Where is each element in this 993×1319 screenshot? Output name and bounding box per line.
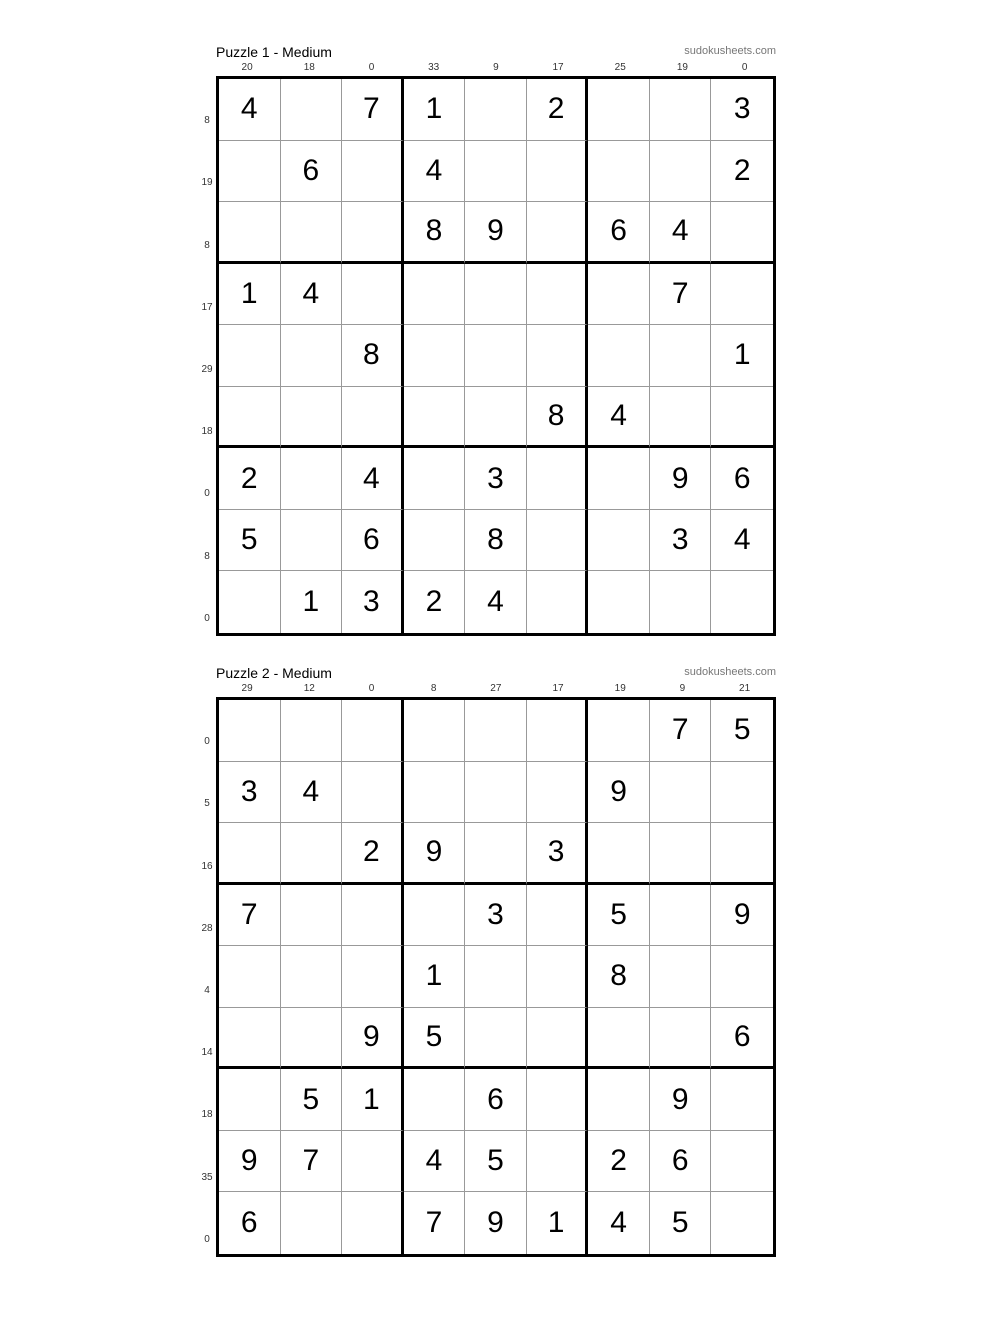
sudoku-cell[interactable] [281, 79, 343, 141]
sudoku-cell[interactable] [588, 510, 650, 572]
sudoku-cell[interactable]: 1 [404, 79, 466, 141]
sudoku-cell[interactable]: 8 [588, 946, 650, 1008]
sudoku-cell[interactable] [527, 202, 589, 264]
row-hint: 19 [201, 177, 213, 189]
sudoku-cell[interactable]: 7 [219, 885, 281, 947]
sudoku-cell[interactable] [342, 264, 404, 326]
sudoku-cell[interactable]: 1 [281, 571, 343, 633]
column-hint: 8 [430, 683, 437, 694]
sudoku-cell[interactable] [527, 448, 589, 510]
site-label: sudokusheets.com [684, 666, 776, 678]
row-hints [200, 697, 214, 1257]
puzzle-2 [200, 665, 780, 1265]
sudoku-cell[interactable]: 3 [465, 448, 527, 510]
sudoku-cell[interactable] [219, 1008, 281, 1070]
sudoku-cell[interactable] [588, 79, 650, 141]
sudoku-cell[interactable]: 3 [527, 823, 589, 885]
row-hint: 16 [201, 860, 213, 872]
sudoku-cell[interactable] [342, 387, 404, 449]
row-hint: 35 [201, 1171, 213, 1183]
row-hint: 17 [201, 301, 213, 313]
sudoku-cell[interactable] [650, 946, 712, 1008]
sudoku-cell[interactable] [465, 325, 527, 387]
sudoku-cell[interactable] [404, 1069, 466, 1131]
sudoku-grid [216, 76, 776, 636]
sudoku-cell[interactable] [711, 202, 773, 264]
sudoku-cell[interactable] [527, 1008, 589, 1070]
sudoku-cell[interactable]: 4 [404, 141, 466, 203]
column-hint: 20 [241, 62, 253, 73]
sudoku-cell[interactable] [219, 325, 281, 387]
sudoku-cell[interactable] [527, 1131, 589, 1193]
sudoku-cell[interactable] [711, 946, 773, 1008]
sudoku-cell[interactable] [342, 1192, 404, 1254]
row-hints [200, 76, 214, 636]
sudoku-cell[interactable]: 2 [527, 79, 589, 141]
sudoku-cell[interactable]: 3 [465, 885, 527, 947]
sudoku-cell[interactable] [650, 79, 712, 141]
sudoku-cell[interactable] [219, 1069, 281, 1131]
sudoku-cell[interactable]: 4 [588, 1192, 650, 1254]
sudoku-cell[interactable]: 1 [527, 1192, 589, 1254]
sudoku-cell[interactable]: 1 [342, 1069, 404, 1131]
sudoku-cell[interactable]: 8 [465, 510, 527, 572]
sudoku-cell[interactable] [465, 700, 527, 762]
sudoku-cell[interactable] [588, 700, 650, 762]
sudoku-cell[interactable] [342, 885, 404, 947]
sudoku-cell[interactable]: 5 [465, 1131, 527, 1193]
sudoku-cell[interactable]: 6 [711, 1008, 773, 1070]
sudoku-cell[interactable] [650, 387, 712, 449]
sudoku-cell[interactable] [281, 510, 343, 572]
row-hint: 0 [204, 736, 210, 748]
sudoku-cell[interactable] [281, 448, 343, 510]
sudoku-cell[interactable]: 4 [219, 79, 281, 141]
sudoku-cell[interactable]: 9 [650, 448, 712, 510]
sudoku-cell[interactable] [465, 387, 527, 449]
sudoku-cell[interactable] [219, 700, 281, 762]
sudoku-cell[interactable]: 7 [281, 1131, 343, 1193]
sudoku-cell[interactable] [465, 79, 527, 141]
row-hint: 29 [201, 363, 213, 375]
sudoku-cell[interactable]: 9 [404, 823, 466, 885]
sudoku-cell[interactable] [404, 700, 466, 762]
sudoku-cell[interactable]: 4 [342, 448, 404, 510]
sudoku-cell[interactable]: 4 [404, 1131, 466, 1193]
sudoku-cell[interactable] [527, 325, 589, 387]
sudoku-cell[interactable] [650, 1008, 712, 1070]
column-hint: 27 [490, 683, 502, 694]
sudoku-cell[interactable] [465, 1008, 527, 1070]
sudoku-cell[interactable]: 8 [404, 202, 466, 264]
puzzle-1 [200, 44, 780, 644]
sudoku-cell[interactable]: 8 [527, 387, 589, 449]
sudoku-cell[interactable] [527, 264, 589, 326]
sudoku-cell[interactable]: 4 [281, 264, 343, 326]
sudoku-cell[interactable] [404, 387, 466, 449]
sudoku-cell[interactable]: 6 [588, 202, 650, 264]
sudoku-cell[interactable]: 3 [219, 762, 281, 824]
sudoku-cell[interactable] [404, 762, 466, 824]
row-hint: 14 [201, 1047, 213, 1059]
row-hint: 18 [201, 1109, 213, 1121]
sudoku-cell[interactable] [281, 885, 343, 947]
column-hints [216, 62, 776, 76]
sudoku-cell[interactable]: 8 [342, 325, 404, 387]
sudoku-cell[interactable] [281, 1008, 343, 1070]
sudoku-cell[interactable] [404, 510, 466, 572]
sudoku-cell[interactable] [465, 946, 527, 1008]
column-hint: 0 [368, 62, 375, 73]
sudoku-cell[interactable] [650, 823, 712, 885]
sudoku-cell[interactable] [219, 141, 281, 203]
sudoku-cell[interactable] [527, 700, 589, 762]
sudoku-cell[interactable] [527, 510, 589, 572]
sudoku-cell[interactable] [588, 141, 650, 203]
sudoku-cell[interactable] [711, 762, 773, 824]
sudoku-cell[interactable] [342, 700, 404, 762]
sudoku-cell[interactable]: 3 [650, 510, 712, 572]
sudoku-cell[interactable] [342, 141, 404, 203]
sudoku-cell[interactable]: 6 [711, 448, 773, 510]
sudoku-cell[interactable] [219, 202, 281, 264]
sudoku-cell[interactable] [219, 946, 281, 1008]
sudoku-cell[interactable]: 2 [588, 1131, 650, 1193]
sudoku-cell[interactable] [588, 1008, 650, 1070]
sudoku-cell[interactable] [711, 571, 773, 633]
sudoku-cell[interactable] [711, 1069, 773, 1131]
sudoku-cell[interactable]: 2 [219, 448, 281, 510]
sudoku-cell[interactable] [711, 387, 773, 449]
sudoku-cell[interactable]: 4 [281, 762, 343, 824]
sudoku-cell[interactable] [711, 264, 773, 326]
sudoku-cell[interactable] [588, 571, 650, 633]
sudoku-grid [216, 697, 776, 1257]
sudoku-cell[interactable] [465, 823, 527, 885]
sudoku-cell[interactable] [342, 1131, 404, 1193]
sudoku-cell[interactable] [588, 448, 650, 510]
puzzle-title: Puzzle 2 - Medium [216, 665, 332, 681]
sudoku-cell[interactable] [281, 823, 343, 885]
row-hint: 5 [204, 798, 210, 810]
sudoku-cell[interactable] [281, 325, 343, 387]
sudoku-cell[interactable]: 2 [342, 823, 404, 885]
sudoku-cell[interactable] [281, 387, 343, 449]
row-hint: 0 [204, 612, 210, 624]
column-hint: 18 [303, 62, 315, 73]
sudoku-cell[interactable]: 9 [711, 885, 773, 947]
sudoku-cell[interactable] [527, 946, 589, 1008]
sudoku-cell[interactable] [404, 448, 466, 510]
sudoku-cell[interactable] [588, 264, 650, 326]
column-hint: 0 [741, 62, 748, 73]
column-hint: 17 [552, 62, 564, 73]
sudoku-cell[interactable] [527, 141, 589, 203]
sudoku-cell[interactable] [588, 325, 650, 387]
sudoku-cell[interactable] [527, 762, 589, 824]
sudoku-cell[interactable]: 6 [342, 510, 404, 572]
sudoku-cell[interactable]: 7 [404, 1192, 466, 1254]
sudoku-cell[interactable] [527, 885, 589, 947]
sudoku-cell[interactable]: 1 [711, 325, 773, 387]
sudoku-cell[interactable]: 5 [588, 885, 650, 947]
column-hint: 19 [614, 683, 626, 694]
sudoku-cell[interactable]: 6 [465, 1069, 527, 1131]
sudoku-cell[interactable]: 9 [342, 1008, 404, 1070]
sudoku-cell[interactable] [650, 762, 712, 824]
sudoku-cell[interactable] [404, 264, 466, 326]
sudoku-cell[interactable]: 9 [588, 762, 650, 824]
sudoku-cell[interactable] [527, 571, 589, 633]
column-hint: 33 [428, 62, 440, 73]
sudoku-cell[interactable] [465, 762, 527, 824]
sudoku-cell[interactable]: 9 [650, 1069, 712, 1131]
row-hint: 18 [201, 426, 213, 438]
column-hint: 9 [493, 62, 499, 73]
column-hint: 29 [241, 683, 253, 694]
sudoku-cell[interactable] [465, 264, 527, 326]
sudoku-cell[interactable]: 6 [281, 141, 343, 203]
sudoku-cell[interactable]: 6 [219, 1192, 281, 1254]
sudoku-cell[interactable]: 9 [219, 1131, 281, 1193]
sudoku-cell[interactable] [342, 946, 404, 1008]
sudoku-cell[interactable] [711, 1131, 773, 1193]
sudoku-cell[interactable]: 4 [711, 510, 773, 572]
sudoku-cell[interactable]: 1 [404, 946, 466, 1008]
sudoku-cell[interactable]: 5 [404, 1008, 466, 1070]
sudoku-cell[interactable] [219, 823, 281, 885]
sudoku-cell[interactable]: 3 [342, 571, 404, 633]
sudoku-cell[interactable]: 4 [465, 571, 527, 633]
sudoku-cell[interactable] [281, 946, 343, 1008]
sudoku-cell[interactable] [588, 823, 650, 885]
sudoku-cell[interactable] [219, 387, 281, 449]
sudoku-cell[interactable]: 7 [650, 264, 712, 326]
sudoku-cell[interactable]: 2 [404, 571, 466, 633]
sudoku-cell[interactable] [404, 325, 466, 387]
column-hint: 9 [679, 683, 686, 694]
sudoku-cell[interactable] [588, 1069, 650, 1131]
sudoku-cell[interactable]: 6 [650, 1131, 712, 1193]
sudoku-cell[interactable]: 4 [650, 202, 712, 264]
sudoku-cell[interactable]: 7 [650, 700, 712, 762]
puzzle-title: Puzzle 1 - Medium [216, 44, 332, 60]
sudoku-cell[interactable] [342, 762, 404, 824]
sudoku-cell[interactable] [650, 325, 712, 387]
sudoku-cell[interactable] [527, 1069, 589, 1131]
sudoku-cell[interactable]: 5 [650, 1192, 712, 1254]
sudoku-cell[interactable] [650, 885, 712, 947]
sudoku-cell[interactable]: 4 [588, 387, 650, 449]
row-hint: 28 [201, 922, 213, 934]
row-hint: 0 [204, 488, 210, 500]
column-hint: 21 [739, 683, 751, 694]
sudoku-cell[interactable]: 5 [219, 510, 281, 572]
sudoku-cell[interactable] [342, 202, 404, 264]
column-hint: 19 [676, 62, 688, 73]
sudoku-cell[interactable]: 5 [711, 700, 773, 762]
row-hint: 8 [204, 115, 210, 127]
sudoku-cell[interactable] [281, 1192, 343, 1254]
row-hint: 8 [204, 550, 210, 562]
sudoku-cell[interactable] [281, 202, 343, 264]
column-hint: 25 [614, 62, 626, 73]
sudoku-cell[interactable] [711, 823, 773, 885]
sudoku-cell[interactable] [219, 571, 281, 633]
sudoku-cell[interactable]: 3 [711, 79, 773, 141]
sudoku-cell[interactable] [650, 141, 712, 203]
row-hint: 8 [204, 239, 210, 251]
sudoku-cell[interactable]: 5 [281, 1069, 343, 1131]
sudoku-cell[interactable]: 7 [342, 79, 404, 141]
sudoku-cell[interactable] [281, 700, 343, 762]
sudoku-cell[interactable]: 9 [465, 1192, 527, 1254]
sudoku-cell[interactable] [465, 141, 527, 203]
column-hint: 0 [368, 683, 375, 694]
sudoku-cell[interactable] [404, 885, 466, 947]
column-hint: 17 [552, 683, 564, 694]
column-hints [216, 683, 776, 697]
row-hint: 0 [204, 1233, 210, 1245]
sudoku-cell[interactable] [650, 571, 712, 633]
sudoku-cell[interactable]: 1 [219, 264, 281, 326]
sudoku-cell[interactable] [711, 1192, 773, 1254]
site-label: sudokusheets.com [684, 45, 776, 57]
column-hint: 12 [303, 683, 315, 694]
row-hint: 4 [204, 984, 210, 996]
sudoku-cell[interactable]: 9 [465, 202, 527, 264]
sudoku-cell[interactable]: 2 [711, 141, 773, 203]
